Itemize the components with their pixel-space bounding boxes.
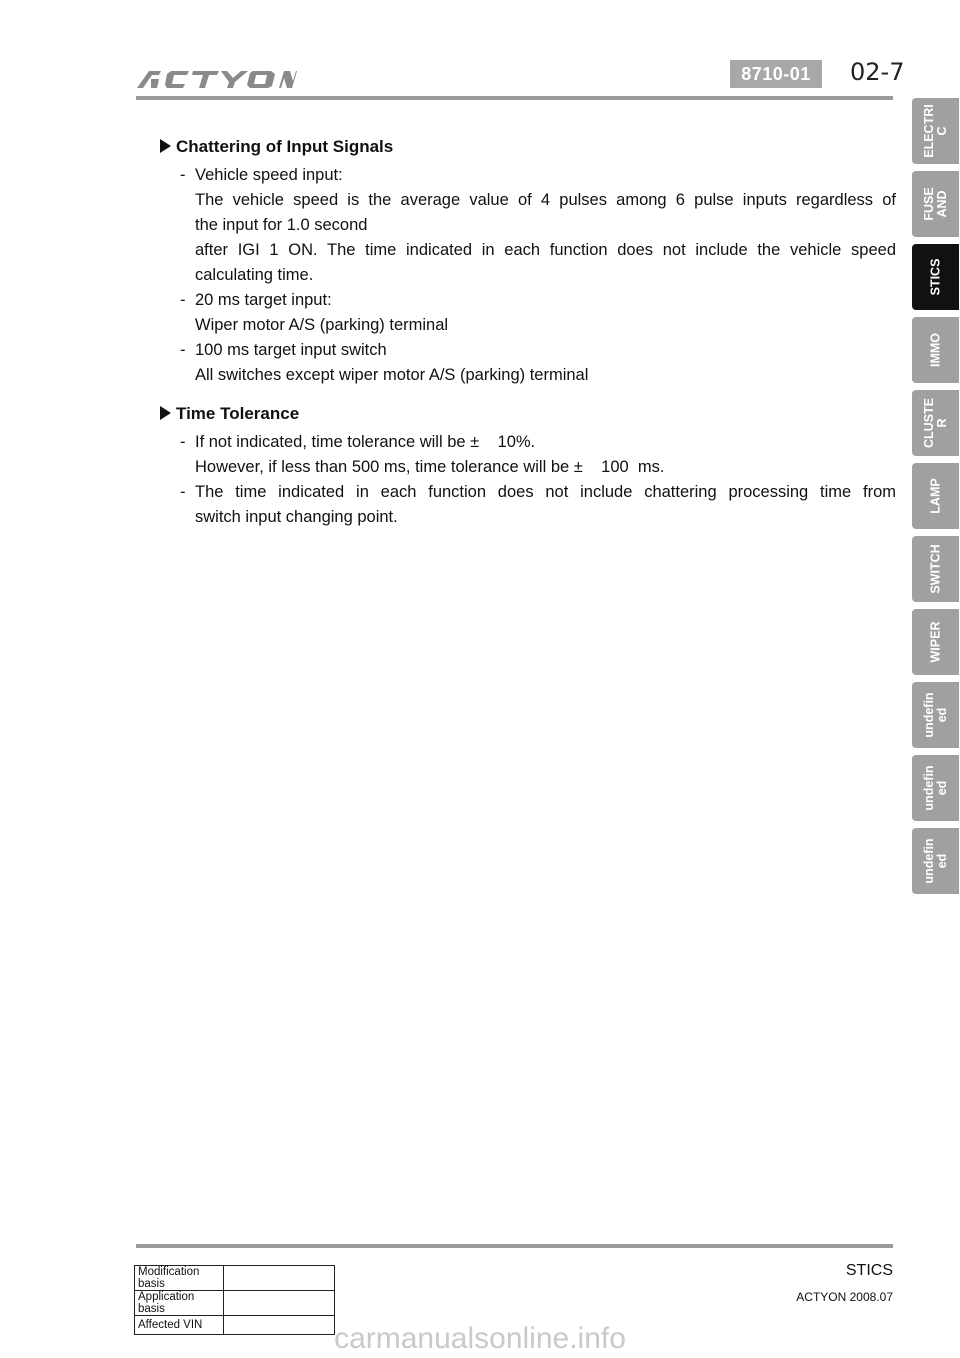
- item-line: Wiper motor A/S (parking) terminal: [195, 316, 449, 334]
- actyon-logo: [137, 68, 297, 90]
- item-line: If not indicated, time tolerance will be ± 10%.: [195, 433, 536, 451]
- triangle-bullet-icon: [160, 139, 171, 153]
- item-line: The vehicle speed is the average value of 4 pulses among 6 pulse inputs regardless of: [195, 191, 896, 209]
- item-line: However, if less than 500 ms, time tolerance will be ± 100 ms.: [195, 458, 665, 476]
- footer-rule: [136, 1244, 893, 1248]
- watermark: carmanualsonline.info: [334, 1322, 626, 1355]
- list-item: [180, 288, 896, 338]
- section-chattering: [160, 135, 900, 388]
- item-line: 100 ms target input switch: [195, 341, 387, 359]
- side-tab-wiper[interactable]: [912, 609, 959, 675]
- item-line: the input for 1.0 second: [195, 216, 368, 234]
- header-rule: [136, 96, 893, 100]
- list-item: [180, 163, 896, 288]
- item-line: switch input changing point.: [195, 508, 398, 526]
- item-body: [195, 163, 896, 288]
- doc-code-badge: 8710-01: [730, 60, 822, 88]
- dash-bullet: -: [180, 483, 186, 501]
- item-line: All switches except wiper motor A/S (parking) terminal: [195, 366, 589, 384]
- table-cell-value: [224, 1266, 335, 1291]
- tab-label: ELECTRI C: [921, 104, 949, 158]
- item-line: after IGI 1 ON. The time indicated in each function does not include the vehicle speed: [195, 241, 896, 259]
- side-tab-electric[interactable]: [912, 98, 959, 164]
- dash-bullet: -: [180, 166, 186, 184]
- dash-bullet: -: [180, 433, 186, 451]
- dash-bullet: -: [180, 341, 186, 359]
- item-body: [195, 480, 896, 530]
- side-tab-fuse[interactable]: [912, 171, 959, 237]
- section-heading: [160, 135, 900, 157]
- item-line: calculating time.: [195, 266, 314, 284]
- side-tab-undefined-1[interactable]: [912, 682, 959, 748]
- item-line: Vehicle speed input:: [195, 166, 343, 184]
- side-tab-cluster[interactable]: [912, 390, 959, 456]
- tab-label: IMMO: [928, 332, 942, 368]
- main-content: [160, 135, 900, 530]
- item-body: [195, 288, 896, 338]
- tab-label: STICS: [928, 258, 942, 296]
- side-tab-stics[interactable]: [912, 244, 959, 310]
- section-heading: [160, 402, 900, 424]
- side-tab-switch[interactable]: [912, 536, 959, 602]
- table-cell-label: Modification basis: [135, 1266, 224, 1291]
- side-tab-immo[interactable]: [912, 317, 959, 383]
- tab-label: FUSE AND: [921, 187, 949, 221]
- section-title: Time Tolerance: [176, 403, 300, 423]
- dash-bullet: -: [180, 291, 186, 309]
- tab-label: WIPER: [928, 621, 942, 663]
- page-number: 02-7: [850, 58, 905, 86]
- tab-label: SWITCH: [928, 544, 942, 594]
- table-row: [135, 1291, 335, 1316]
- item-line: 20 ms target input:: [195, 291, 332, 309]
- table-row: [135, 1266, 335, 1291]
- list-item: [180, 480, 896, 530]
- tab-label: undefin ed: [921, 692, 949, 738]
- list-item: [180, 338, 896, 388]
- tab-label: LAMP: [928, 478, 942, 514]
- item-line: The time indicated in each function does not include chattering processing time from: [195, 483, 896, 501]
- side-tab-undefined-2[interactable]: [912, 755, 959, 821]
- footer-title: STICS: [845, 1262, 893, 1279]
- side-tab-lamp[interactable]: [912, 463, 959, 529]
- item-list: [180, 163, 896, 388]
- side-tab-undefined-3[interactable]: [912, 828, 959, 894]
- tab-label: undefin ed: [921, 765, 949, 811]
- tab-label: CLUSTE R: [921, 398, 949, 448]
- table-cell-label: Application basis: [135, 1291, 224, 1316]
- item-list: [180, 430, 896, 530]
- item-body: [195, 338, 896, 388]
- triangle-bullet-icon: [160, 406, 171, 420]
- footer-subtitle: ACTYON 2008.07: [796, 1290, 893, 1304]
- table-cell-value: [224, 1291, 335, 1316]
- item-body: [195, 430, 896, 480]
- list-item: [180, 430, 896, 480]
- table-cell-label: Affected VIN: [135, 1316, 224, 1335]
- section-time-tolerance: [160, 402, 900, 530]
- tab-label: undefin ed: [921, 838, 949, 884]
- section-title: Chattering of Input Signals: [176, 136, 394, 156]
